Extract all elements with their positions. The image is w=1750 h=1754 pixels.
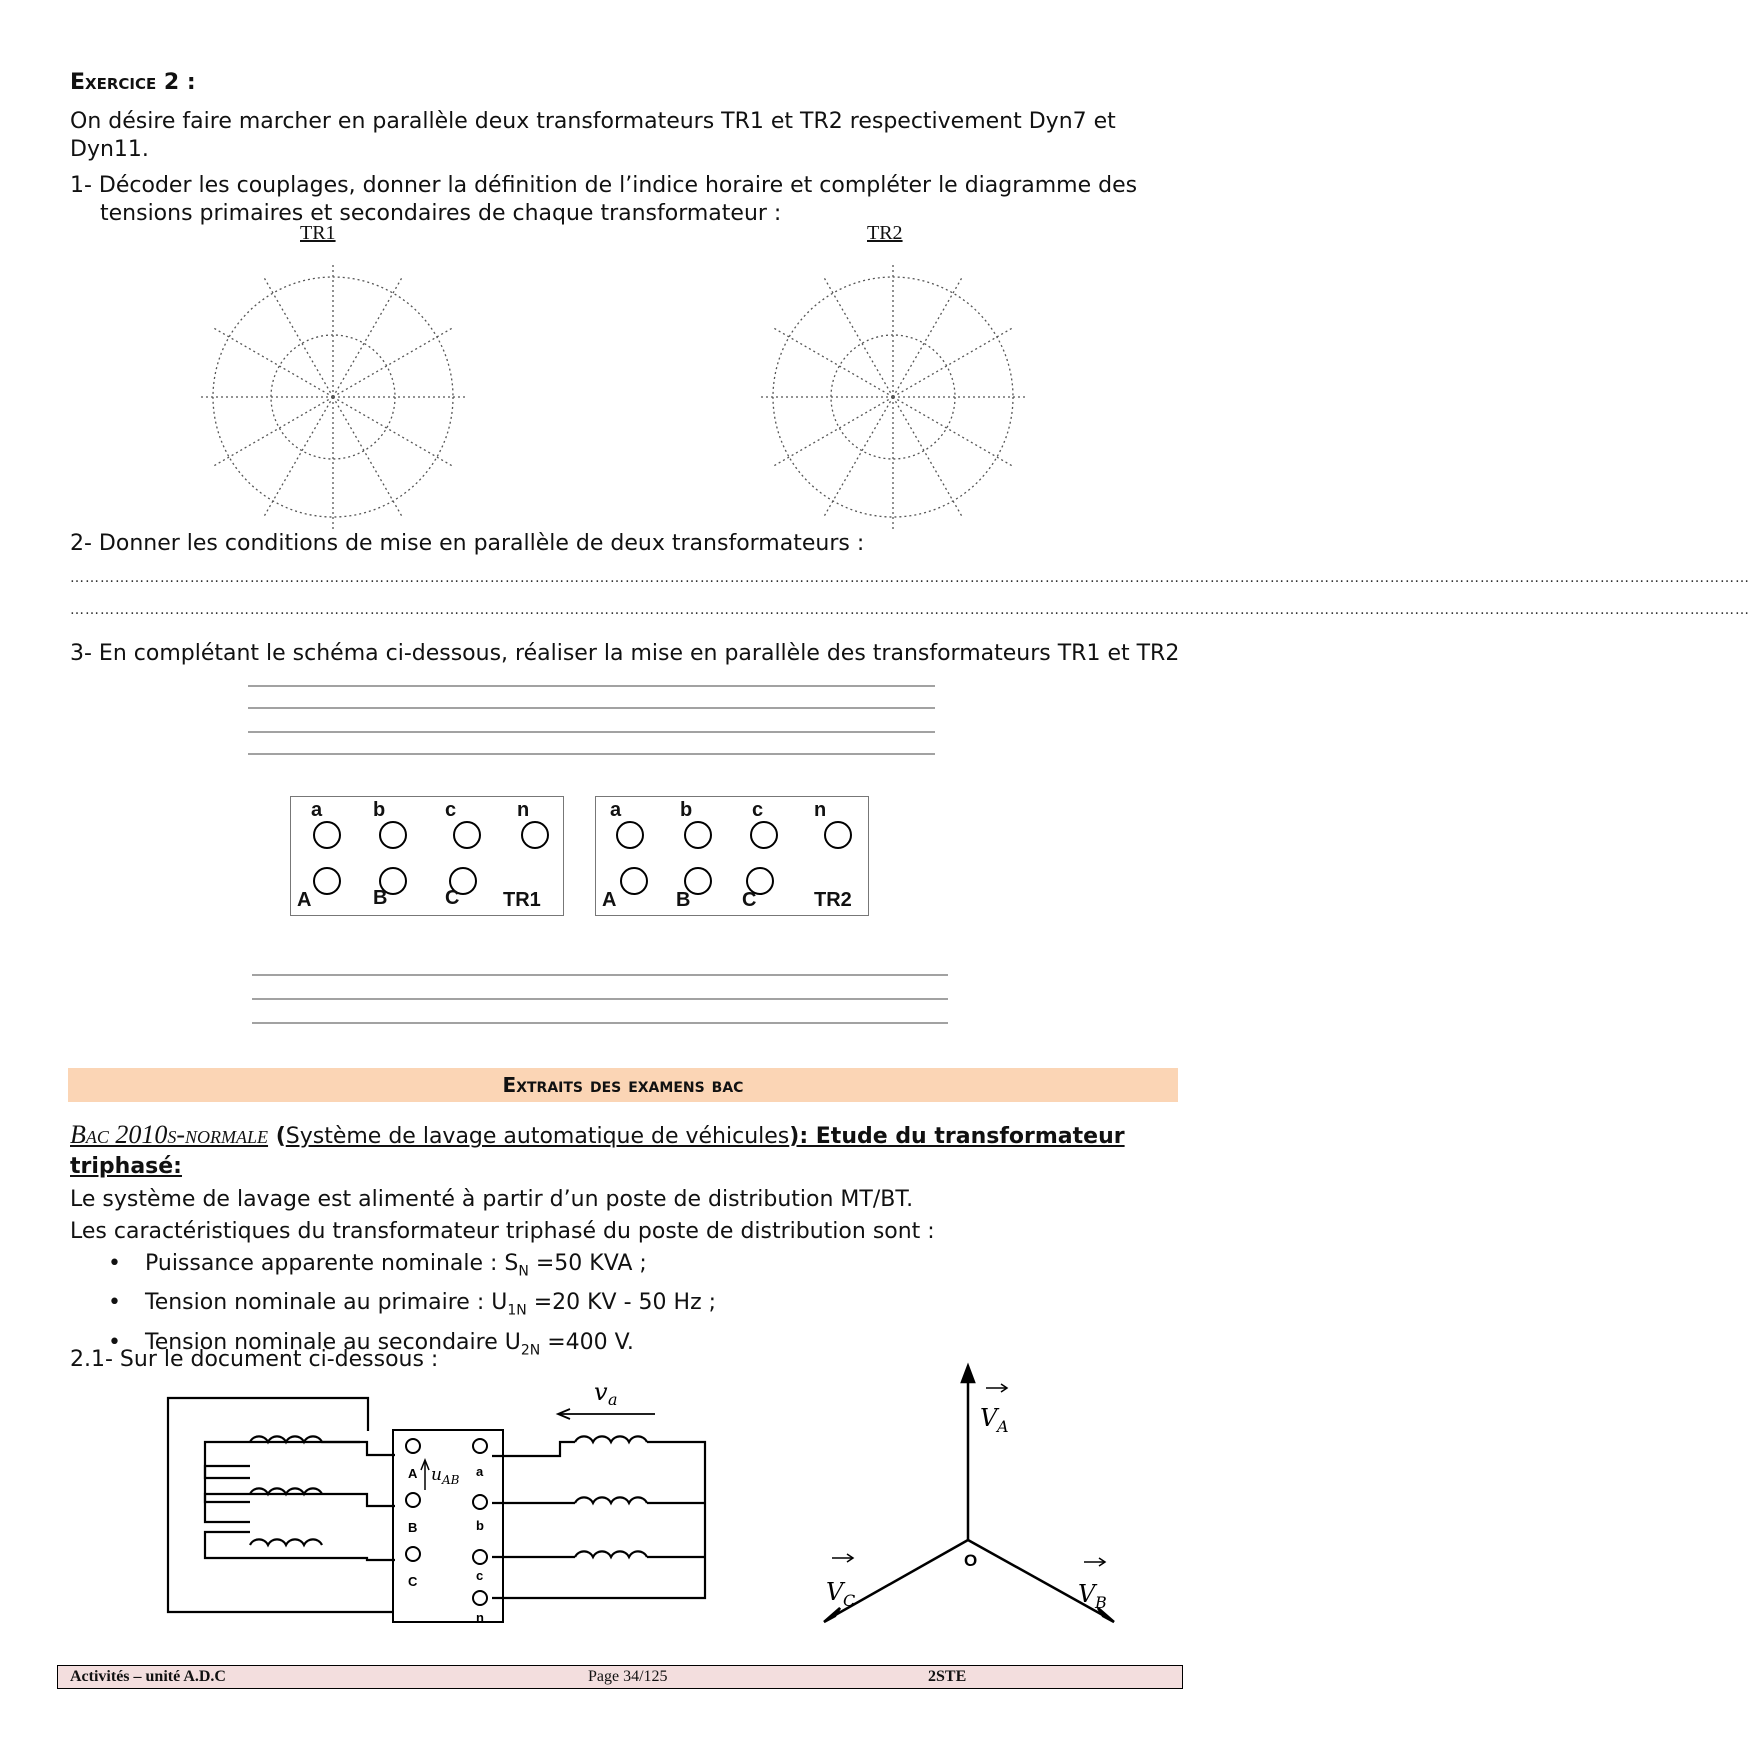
bac-heading-line-2: triphasé:	[70, 1154, 182, 1179]
spec-sub: N	[518, 1263, 529, 1280]
wire	[205, 1545, 395, 1560]
coil-primary-c	[250, 1539, 322, 1545]
exercise-title: Exercice 2 :	[70, 70, 196, 95]
terminal-label: A	[602, 889, 617, 911]
wire	[205, 1466, 250, 1485]
wire	[492, 1442, 575, 1456]
spec-text: Tension nominale au secondaire U	[145, 1329, 521, 1355]
wire	[205, 1512, 250, 1522]
label-VB-sub: B	[1095, 1593, 1107, 1612]
terminal-label: B	[373, 887, 388, 909]
page-footer	[57, 1665, 1183, 1689]
schematic-term: n	[476, 1610, 484, 1625]
schematic-term: a	[476, 1464, 484, 1479]
wire	[168, 1398, 392, 1612]
answer-line-1[interactable]: …………………………………………………………………………………………………………………………………………………………………………………………………………………………………………………………………………………………………………	[70, 570, 1750, 586]
spec-text: =50 KVA ;	[528, 1251, 647, 1276]
bac-paragraph-1: Le système de lavage est alimenté à partir d’un poste de distribution MT/BT.	[70, 1187, 914, 1212]
question-1-line-2: tensions primaires et secondaires de chaque transformateur :	[100, 201, 782, 226]
schematic-term: B	[408, 1520, 418, 1535]
spec-text: =400 V.	[540, 1329, 634, 1355]
question-2: 2- Donner les conditions de mise en parallèle de deux transformateurs :	[70, 531, 865, 556]
label-origin: O	[964, 1551, 978, 1570]
schematic-term: b	[476, 1518, 484, 1533]
terminal-B	[406, 1493, 420, 1507]
terminal-label: B	[676, 889, 691, 911]
bac-paragraph-2: Les caractéristiques du transformateur triphasé du poste de distribution sont :	[70, 1219, 935, 1244]
wire	[492, 1442, 705, 1598]
transformer-name: TR2	[814, 889, 852, 911]
label-VA-sub: A	[997, 1417, 1009, 1436]
terminal-label: C	[445, 887, 460, 909]
terminal-label: a	[610, 799, 622, 821]
terminal-label: c	[752, 799, 764, 821]
coil-secondary-a	[575, 1436, 647, 1442]
terminal-label: A	[297, 889, 312, 911]
schematic-term: c	[476, 1568, 484, 1583]
label-VC: V	[826, 1578, 844, 1606]
schematic-term: C	[408, 1574, 418, 1589]
coil-secondary-b	[575, 1497, 647, 1503]
diagram-label-tr1: TR1	[300, 222, 336, 244]
bac-heading-paren: (	[268, 1124, 286, 1149]
spec-text: Tension nominale au primaire : U	[145, 1290, 508, 1316]
label-VC-sub: C	[843, 1591, 856, 1610]
terminal-c	[473, 1550, 487, 1564]
terminal-label: n	[814, 799, 827, 821]
terminal-label: b	[680, 799, 693, 821]
terminal-a	[473, 1439, 487, 1453]
bac-heading-subject: Système de lavage automatique de véhicules	[285, 1124, 790, 1149]
va-sub: a	[608, 1390, 618, 1409]
transformer-name: TR1	[503, 889, 541, 911]
coil-primary-a	[250, 1436, 360, 1442]
question-3: 3- En complétant le schéma ci-dessous, réaliser la mise en parallèle des transformateurs TR1 et TR2	[70, 641, 1180, 666]
terminal-A	[406, 1439, 420, 1453]
intro-line-2: Dyn11.	[70, 137, 149, 162]
spec-text: Puissance apparente nominale : S	[145, 1251, 519, 1276]
voltage-vector-diagram	[800, 1360, 1160, 1630]
spec-text: =20 KV - 50 Hz ;	[526, 1290, 717, 1316]
question-2-1: 2.1- Sur le document ci-dessous :	[70, 1347, 439, 1372]
question-1-line-1: 1- Décoder les couplages, donner la définition de l’indice horaire et compléter le diagramme des	[70, 173, 1138, 198]
terminal-label: n	[517, 799, 530, 821]
terminal-C	[406, 1547, 420, 1561]
schematic-term: A	[408, 1466, 418, 1481]
wire	[205, 1442, 395, 1457]
spec-sub: 1N	[507, 1302, 527, 1319]
vector-VA-head	[962, 1366, 974, 1382]
label-VA: V	[980, 1404, 998, 1432]
label-VB: V	[1078, 1580, 1096, 1608]
footer-right: 2STE	[928, 1668, 967, 1685]
footer-left: Activités – unité A.D.C	[70, 1668, 226, 1685]
bac-heading-bold: ): Etude du transformateur	[789, 1124, 1125, 1149]
footer-page: Page 34/125	[588, 1668, 668, 1685]
terminal-label: a	[311, 799, 323, 821]
uab-label: u	[431, 1465, 442, 1485]
va-label: v	[594, 1378, 608, 1406]
uab-sub: AB	[442, 1473, 460, 1487]
diagram-label-tr2: TR2	[867, 222, 903, 244]
terminal-n	[473, 1591, 487, 1605]
wire	[205, 1532, 250, 1545]
bac-heading-italic: Bac 2010s-normale	[70, 1120, 269, 1149]
spec-sub: 2N	[520, 1342, 541, 1359]
terminal-label: C	[742, 889, 757, 911]
wire	[205, 1457, 250, 1478]
terminal-label: c	[445, 799, 457, 821]
coil-secondary-c	[575, 1551, 647, 1557]
terminal-b	[473, 1495, 487, 1509]
section-banner: Extraits des examens bac	[68, 1068, 1178, 1102]
terminal-label: b	[373, 799, 386, 821]
answer-line-2[interactable]: …………………………………………………………………………………………………………………………………………………………………………………………………………………………………………………………………………………………………………	[70, 602, 1750, 618]
intro-line-1: On désire faire marcher en parallèle deux transformateurs TR1 et TR2 respectivement Dyn7 et	[70, 109, 1116, 134]
